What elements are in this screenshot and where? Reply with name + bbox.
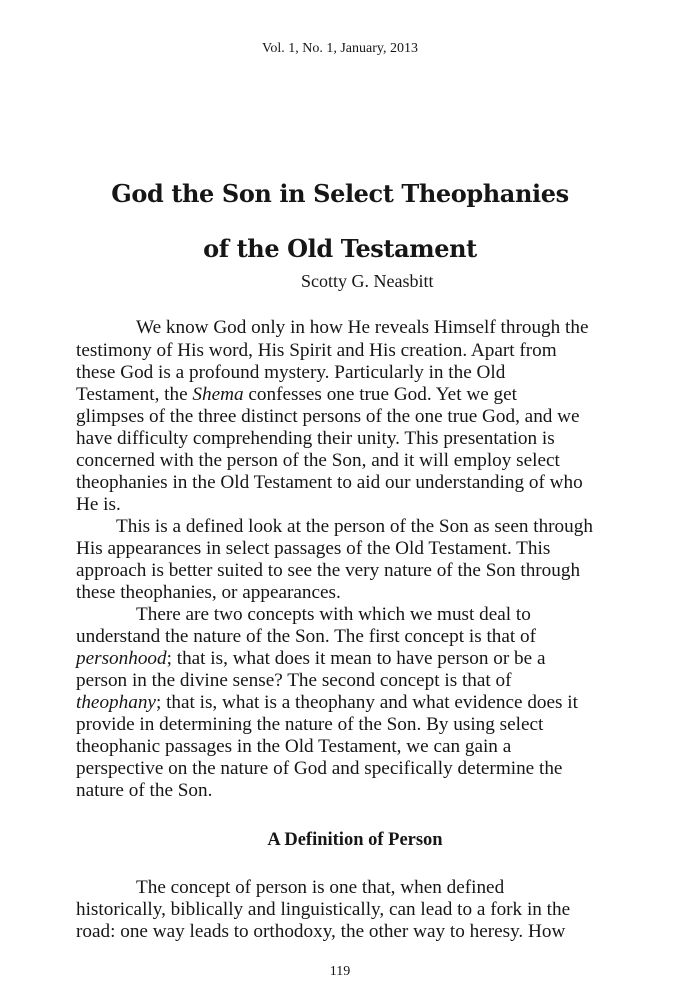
text-line: nature of the Son. <box>76 780 213 801</box>
article-author: Scotty G. Neasbitt <box>301 271 434 291</box>
text-line: theophanic passages in the Old Testament, we can gain a <box>76 736 512 757</box>
text-line: approach is better suited to see the very nature of the Son through <box>76 560 581 581</box>
section-heading: A Definition of Person <box>267 830 443 850</box>
text-line: perspective on the nature of God and specifically determine the <box>76 758 563 779</box>
text-line: have difficulty comprehending their unity. This presentation is <box>76 428 555 449</box>
text-line: person in the divine sense? The second concept is that of <box>76 670 512 691</box>
text-line: concerned with the person of the Son, and it will employ select <box>76 450 560 471</box>
italic-term-theophany: theophany <box>76 692 156 713</box>
text-line: The concept of person is one that, when defined <box>136 877 505 898</box>
text-line <box>76 648 545 670</box>
text-span: ; that is, what is a theophany and what evidence does it <box>155 692 578 713</box>
article-title-line-2: of the Old Testament <box>203 234 477 263</box>
text-line <box>76 384 517 406</box>
text-line: understand the nature of the Son. The first concept is that of <box>76 626 537 647</box>
text-line: historically, biblically and linguistically, can lead to a fork in the <box>76 899 571 920</box>
article-title-line-1: God the Son in Select Theophanies <box>111 179 569 208</box>
text-line: He is. <box>76 494 121 515</box>
text-span: Testament, the <box>76 384 193 405</box>
text-span: ; that is, what does it mean to have person or be a <box>166 648 546 669</box>
text-span: confesses one true God. Yet we get <box>243 384 517 405</box>
text-line: these God is a profound mystery. Particularly in the Old <box>76 362 506 383</box>
italic-term-personhood: personhood <box>76 648 167 669</box>
italic-term-shema: Shema <box>192 384 244 405</box>
text-line: these theophanies, or appearances. <box>76 582 341 603</box>
text-line: His appearances in select passages of the Old Testament. This <box>76 538 551 559</box>
text-line: There are two concepts with which we must deal to <box>136 604 531 625</box>
text-line: provide in determining the nature of the Son. By using select <box>76 714 544 735</box>
text-line: road: one way leads to orthodoxy, the other way to heresy. How <box>76 921 566 942</box>
text-line <box>76 692 578 714</box>
running-head: Vol. 1, No. 1, January, 2013 <box>262 41 418 56</box>
text-line: testimony of His word, His Spirit and His creation. Apart from <box>76 340 557 361</box>
text-line: glimpses of the three distinct persons of the one true God, and we <box>76 406 580 427</box>
text-line: We know God only in how He reveals Himself through the <box>136 317 589 338</box>
page-number: 119 <box>329 964 351 979</box>
text-line: theophanies in the Old Testament to aid our understanding of who <box>76 472 583 493</box>
text-line: This is a defined look at the person of the Son as seen through <box>116 516 593 537</box>
